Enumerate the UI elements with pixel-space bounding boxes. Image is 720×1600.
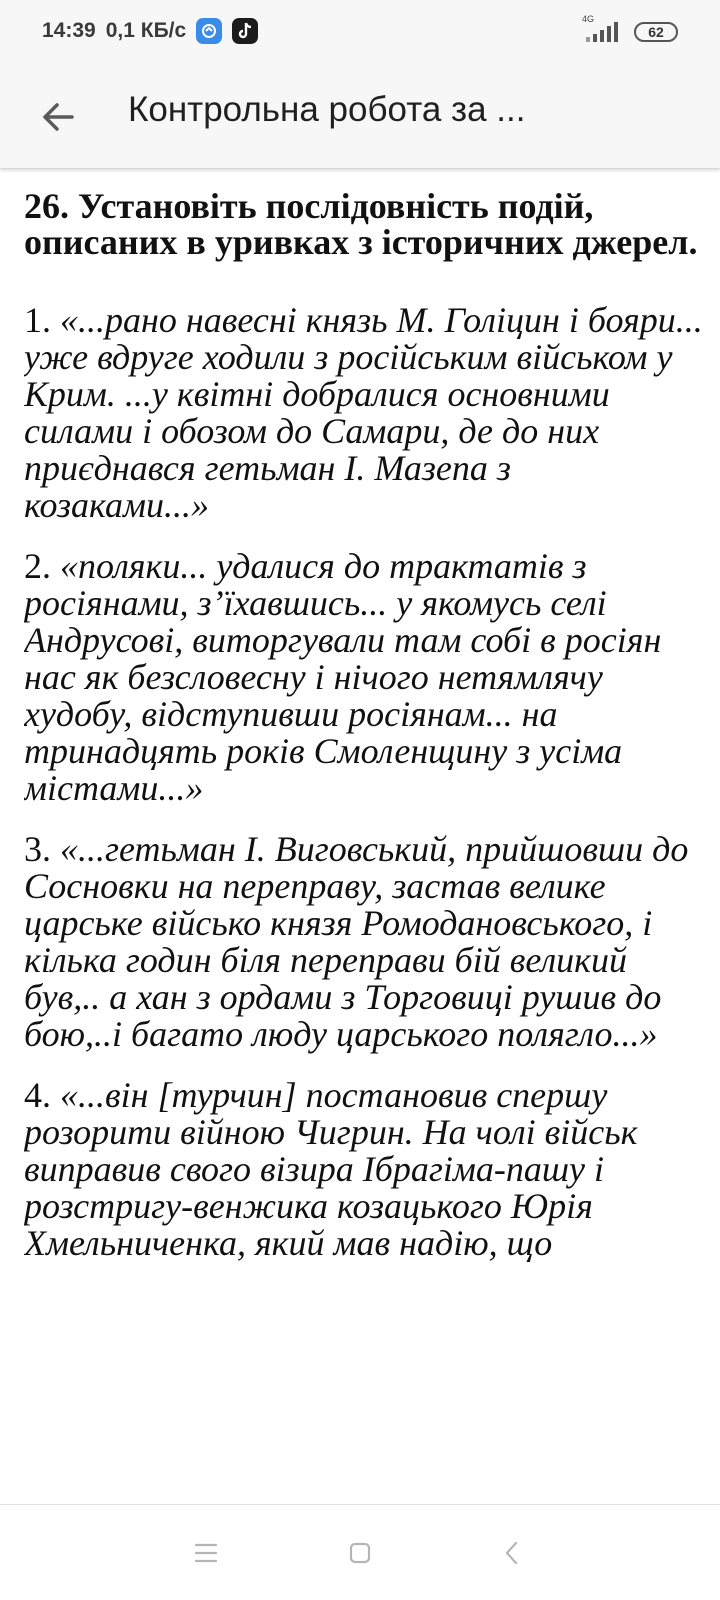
back-chevron-icon bbox=[502, 1540, 522, 1566]
system-nav-bar bbox=[0, 1504, 720, 1600]
excerpt-4 bbox=[24, 1077, 704, 1262]
question-text: 26. Установіть послідовність подій, описаних в уривках з історичних джерел. bbox=[24, 186, 698, 262]
system-back-button[interactable] bbox=[490, 1531, 534, 1575]
status-bar bbox=[0, 0, 720, 66]
tiktok-icon bbox=[232, 18, 258, 44]
status-right bbox=[582, 14, 678, 44]
status-time: 14:39 bbox=[42, 19, 96, 42]
app-bar bbox=[0, 66, 720, 169]
battery-icon bbox=[634, 22, 678, 42]
app-notification-icon bbox=[196, 18, 222, 44]
excerpt-text: «...рано навесні князь М. Голіцин і бояри... уже вдруге ходили з російським військом у Крим. ...у квітні добралися основними силами і обозом до Самари, де до них приєднався гетьман І. Мазепа з козаками...» bbox=[24, 300, 703, 525]
excerpt-text: «поляки... удалися до трактатів з росіянами, з’їхавшись... у якомусь селі Андрусові, виторгували там собі в росіян нас як безсловесну і нічого нетямлячу худобу, відступивши росіянам... на тринадцять років Смоленщину з усіма містами...» bbox=[24, 546, 662, 808]
status-speed: 0,1 КБ/с bbox=[105, 19, 187, 42]
excerpt-2 bbox=[24, 548, 704, 807]
excerpt-number: 4. bbox=[24, 1075, 51, 1115]
recents-button[interactable] bbox=[184, 1531, 228, 1575]
back-button[interactable] bbox=[34, 93, 82, 141]
arrow-left-icon bbox=[38, 97, 78, 137]
excerpt-text: «...гетьман І. Виговський, прийшовши до Сосновки на переправу, застав велике царське військо князя Ромодановського, і кілька годин біля переправи бій великий був,.. а хан з ордами з Торговиці рушив до бою,..і багато люду царського полягло...» bbox=[24, 829, 689, 1054]
excerpt-number: 2. bbox=[24, 546, 51, 586]
page-title: Контрольна робота за ... bbox=[128, 90, 526, 129]
menu-icon bbox=[193, 1542, 219, 1564]
excerpt-1 bbox=[24, 302, 704, 524]
signal-icon bbox=[582, 14, 624, 44]
excerpt-number: 1. bbox=[24, 300, 51, 340]
excerpt-text: «...він [турчин] постановив спершу розорити війною Чигрин. На чолі військ виправив свого візира Ібрагіма-пашу і розстригу-венжика козацького Юрія Хмельниченка, який мав надію, що bbox=[24, 1075, 638, 1263]
home-square-icon bbox=[348, 1541, 372, 1565]
status-left bbox=[42, 18, 258, 44]
excerpt-number: 3. bbox=[24, 829, 51, 869]
excerpt-3 bbox=[24, 831, 704, 1053]
document-content[interactable] bbox=[24, 168, 704, 1504]
network-type: 4G bbox=[582, 14, 595, 24]
battery-level: 62 bbox=[648, 24, 664, 40]
home-button[interactable] bbox=[338, 1531, 382, 1575]
